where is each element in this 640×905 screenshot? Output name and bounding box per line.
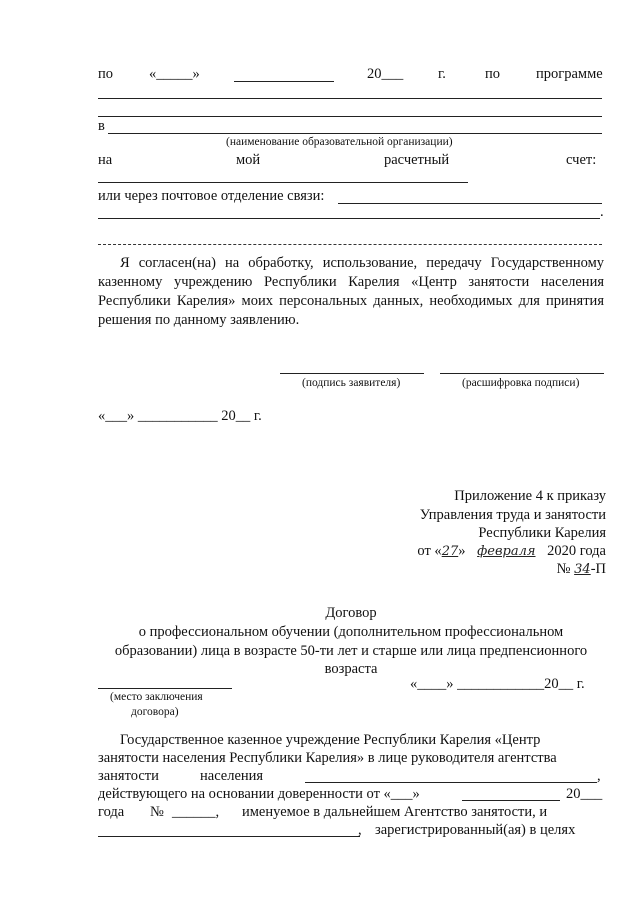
post-office-label: или через почтовое отделение связи:: [98, 188, 325, 204]
appendix-date-mid: »: [458, 543, 466, 559]
appendix-number-value: 34: [574, 562, 591, 577]
appendix-number-prefix: №: [556, 561, 571, 577]
na-label: на: [98, 152, 113, 168]
decode-line: [440, 373, 604, 374]
org-line: [108, 133, 602, 134]
body-line-3b: населения: [200, 768, 264, 784]
program-line-2: [98, 116, 602, 117]
body-line-6a: ,: [358, 822, 362, 838]
place-caption-2: договора): [131, 706, 179, 718]
contract-title: Договор: [325, 605, 377, 621]
signature-date: «___» ___________ 20__ г.: [98, 408, 262, 424]
program-label: программе: [536, 66, 603, 82]
body-line-3c: ,: [597, 768, 601, 784]
appendix-date-prefix: от «: [417, 543, 442, 559]
separator-dashed: [98, 244, 602, 245]
body-line-5d: именуемое в дальнейшем Агентство занятости, и: [242, 804, 548, 820]
po2-label: по: [485, 66, 501, 82]
body-line-4b: 20___: [566, 786, 603, 802]
post-office-line-1: [338, 203, 602, 204]
appendix-date: [417, 543, 606, 560]
citizen-line: [98, 836, 360, 837]
consent-text: Я согласен(на) на обработку, использование, передачу Государственному казенному учреждению Республики Карелия «Центр занятости населения Республики Карелия» моих персональных данных, необходимых для принятия решения по данному заявлению.: [98, 255, 604, 328]
moy-label: мой: [236, 152, 261, 168]
consent-paragraph: [98, 254, 604, 330]
program-line-1: [98, 98, 602, 99]
appendix-line-1: Приложение 4 к приказу: [454, 488, 606, 504]
v-prefix: в: [98, 118, 105, 134]
decode-caption: (расшифровка подписи): [462, 377, 580, 389]
day-blank: «_____»: [149, 66, 200, 82]
signature-caption: (подпись заявителя): [302, 377, 401, 389]
org-caption: (наименование образовательной организации): [226, 136, 453, 148]
appendix-date-month: февраля: [477, 544, 536, 559]
body-line-3a: занятости: [98, 768, 159, 784]
appendix-date-day: 27: [441, 544, 459, 559]
agent-name-line: [305, 782, 597, 783]
contract-subtitle-2: образовании) лица в возрасте 50-ти лет и старше или лица предпенсионного: [114, 643, 588, 659]
body-line-5c: ______,: [172, 804, 220, 820]
body-line-6b: зарегистрированный(ая) в целях: [375, 822, 576, 838]
raschetny-label: расчетный: [384, 152, 450, 168]
place-line: [98, 688, 232, 689]
body-line-2: занятости населения Республики Карелия» в лице руководителя агентства: [98, 750, 557, 766]
body-line-5a: года: [98, 804, 125, 820]
contract-date: «____» ____________20__ г.: [410, 676, 585, 692]
place-caption-1: (место заключения: [110, 691, 203, 703]
post-office-end: .: [600, 204, 604, 220]
po-label: по: [98, 66, 114, 82]
appendix-number: [557, 561, 606, 578]
month-line: [234, 81, 334, 82]
body-line-5b: №: [150, 804, 164, 820]
year-blank: 20___: [367, 66, 404, 82]
signature-line: [280, 373, 424, 374]
account-line: [98, 182, 468, 183]
body-line-4a: действующего на основании доверенности от «___»: [98, 786, 420, 802]
g-label: г.: [438, 66, 446, 82]
post-office-line-2: [98, 218, 600, 219]
appendix-line-2: Управления труда и занятости: [419, 507, 606, 523]
contract-subtitle-1: о профессиональном обучении (дополнительном профессиональном: [138, 624, 564, 640]
body-line-1: Государственное казенное учреждение Республики Карелия «Центр: [120, 732, 541, 748]
appendix-line-3: Республики Карелия: [478, 525, 606, 541]
power-date-line: [462, 800, 560, 801]
schet-label: счет:: [566, 152, 597, 168]
appendix-date-suffix: 2020 года: [547, 543, 606, 559]
appendix-number-suffix: -П: [590, 561, 606, 577]
contract-subtitle-3: возраста: [324, 661, 378, 677]
